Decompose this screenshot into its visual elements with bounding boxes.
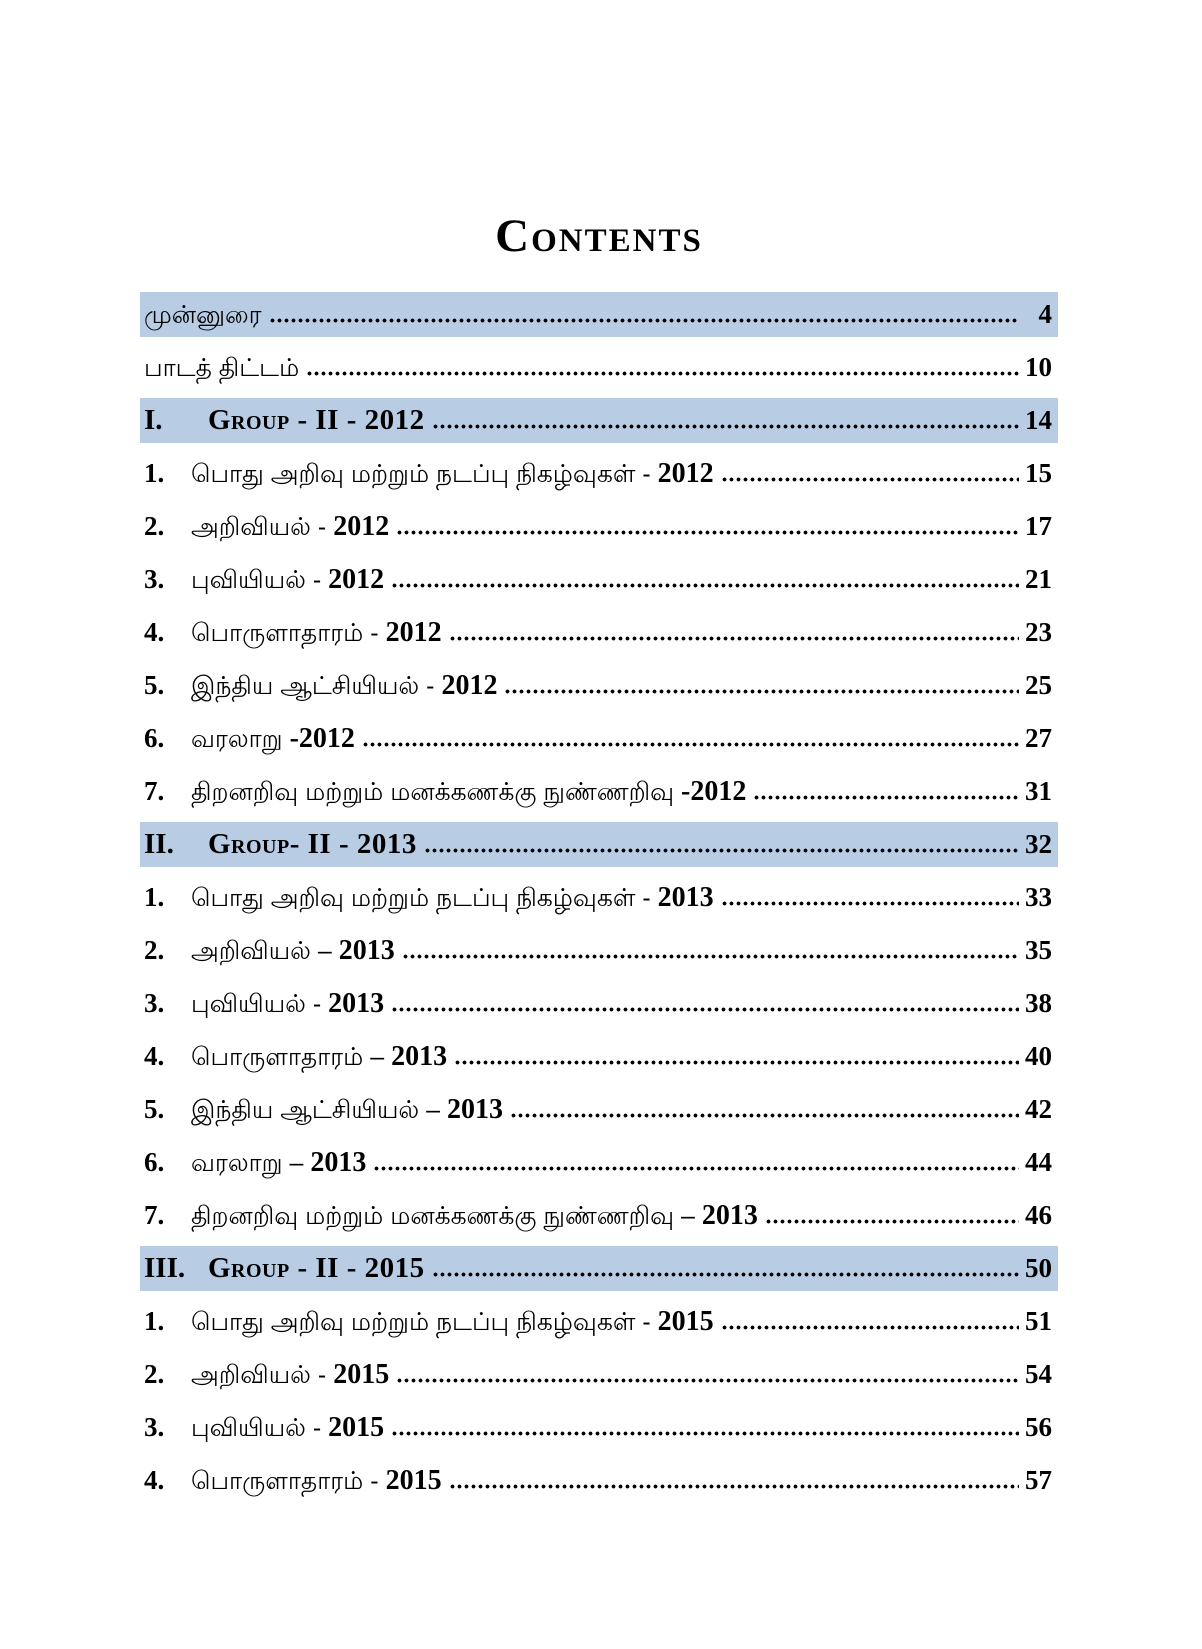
toc-entry-number: 1.: [144, 458, 165, 488]
toc-entry-number: 5.: [144, 1094, 165, 1124]
toc-entry-label: திறனறிவு மற்றும் மனக்கணக்கு நுண்ணறிவு: [191, 778, 675, 806]
toc-entry-year: 2012: [385, 617, 442, 648]
toc-entry-year: 2012: [333, 511, 390, 542]
toc-entry-label: பொருளாதாரம் -: [191, 619, 379, 647]
toc-entry-year: 2015: [657, 1306, 714, 1337]
toc-row[interactable]: [140, 451, 1058, 496]
toc-row[interactable]: [140, 610, 1058, 655]
dotted-leader: [721, 901, 1019, 906]
toc-row[interactable]: [140, 769, 1058, 814]
toc-entry-year: 2013: [701, 1200, 758, 1231]
toc-page-number: 51: [1025, 1306, 1052, 1336]
toc-page-number: 33: [1025, 882, 1052, 912]
toc-entry-number: 7.: [144, 1200, 165, 1230]
toc-entry-year: 2013: [310, 1147, 367, 1178]
toc-entry-number: 3.: [144, 988, 165, 1018]
toc-entry-year: 2015: [385, 1465, 442, 1496]
toc-entry-number: I.: [144, 404, 163, 436]
toc-entry-number: 6.: [144, 723, 165, 753]
toc-entry-number: 1.: [144, 882, 165, 912]
toc-page-number: 57: [1025, 1465, 1052, 1495]
toc-entry-number: 1.: [144, 1306, 165, 1336]
toc-section-row[interactable]: [140, 398, 1058, 443]
toc-entry-label: இந்திய ஆட்சியியல் -: [191, 672, 435, 700]
toc-entry-year: 2013: [391, 1041, 448, 1072]
toc-page-number: 23: [1025, 617, 1052, 647]
toc-page-number: 32: [1025, 829, 1052, 859]
dotted-leader: [269, 318, 1019, 323]
dotted-leader: [396, 1378, 1019, 1383]
toc-page-number: 50: [1025, 1253, 1052, 1283]
toc-entry-year: 2013: [328, 988, 385, 1019]
toc-entry-year: 2013: [657, 882, 714, 913]
dotted-leader: [504, 689, 1019, 694]
toc-row[interactable]: [140, 928, 1058, 973]
dotted-leader: [391, 1431, 1019, 1436]
dotted-leader: [432, 424, 1019, 429]
toc-row[interactable]: [140, 1405, 1058, 1450]
toc-entry-label: Group- II - 2013: [208, 828, 417, 860]
toc-entry-label: Group - II - 2012: [208, 404, 425, 436]
toc-entry-number: 2.: [144, 511, 165, 541]
toc-page-number: 4: [1038, 299, 1052, 329]
toc-page-number: 54: [1025, 1359, 1052, 1389]
toc-entry-year: 2013: [338, 935, 395, 966]
toc-entry-number: 3.: [144, 1412, 165, 1442]
dotted-leader: [391, 1007, 1019, 1012]
toc-entry-label: பொருளாதாரம் -: [191, 1467, 379, 1495]
toc-entry-number: III.: [144, 1252, 186, 1284]
toc-row[interactable]: [140, 292, 1058, 337]
toc-entry-number: II.: [144, 828, 174, 860]
toc-entry-number: 4.: [144, 1465, 165, 1495]
toc-row[interactable]: [140, 716, 1058, 761]
toc-page-number: 44: [1025, 1147, 1052, 1177]
toc-page-number: 27: [1025, 723, 1052, 753]
toc-entry-year: 2012: [328, 564, 385, 595]
toc-row[interactable]: [140, 1299, 1058, 1344]
toc-row[interactable]: [140, 663, 1058, 708]
toc-row[interactable]: [140, 1034, 1058, 1079]
toc-entry-label: பொருளாதாரம் –: [191, 1043, 385, 1071]
toc-entry-label: வரலாறு –: [191, 1149, 304, 1177]
toc-page-number: 56: [1025, 1412, 1052, 1442]
toc-entry-label: அறிவியல் -: [191, 1361, 327, 1389]
toc-entry-year: 2012: [441, 670, 498, 701]
toc-page-number: 35: [1025, 935, 1052, 965]
toc-entry-label: புவியியல் -: [191, 990, 322, 1018]
toc-page-number: 40: [1025, 1041, 1052, 1071]
toc-entry-label: பொது அறிவு மற்றும் நடப்பு நிகழ்வுகள் -: [191, 460, 651, 488]
toc-entry-label: புவியியல் -: [191, 566, 322, 594]
dotted-leader: [424, 848, 1019, 853]
toc-page-number: 31: [1025, 776, 1052, 806]
toc-page-number: 46: [1025, 1200, 1052, 1230]
dotted-leader: [306, 371, 1019, 376]
toc-row[interactable]: [140, 1193, 1058, 1238]
toc-page-number: 10: [1025, 352, 1052, 382]
toc-entry-year: 2015: [328, 1412, 385, 1443]
toc-entry-year: 2012: [657, 458, 714, 489]
toc-page-number: 17: [1025, 511, 1052, 541]
dotted-leader: [721, 477, 1019, 482]
toc-row[interactable]: [140, 875, 1058, 920]
page-title: Contents: [495, 210, 703, 262]
toc-row[interactable]: [140, 1087, 1058, 1132]
toc-entry-number: 6.: [144, 1147, 165, 1177]
dotted-leader: [391, 583, 1019, 588]
toc-page-number: 15: [1025, 458, 1052, 488]
toc-entry-number: 2.: [144, 1359, 165, 1389]
dotted-leader: [402, 954, 1019, 959]
toc-section-row[interactable]: [140, 1246, 1058, 1291]
toc-entry-year: 2015: [333, 1359, 390, 1390]
toc-page-number: 38: [1025, 988, 1052, 1018]
toc-entry-label: அறிவியல் -: [191, 513, 327, 541]
dotted-leader: [432, 1272, 1019, 1277]
toc-entry-number: 4.: [144, 1041, 165, 1071]
toc-entry-year: 2013: [447, 1094, 504, 1125]
toc-entry-number: 7.: [144, 776, 165, 806]
toc-entry-number: 4.: [144, 617, 165, 647]
toc-entry-year: -2012: [289, 723, 355, 754]
dotted-leader: [753, 795, 1019, 800]
toc-entry-number: 2.: [144, 935, 165, 965]
toc-row[interactable]: [140, 504, 1058, 549]
toc-page-number: 25: [1025, 670, 1052, 700]
toc-entry-label: பாடத் திட்டம்: [144, 354, 300, 382]
toc-entry-number: 5.: [144, 670, 165, 700]
toc-entry-label: முன்னுரை: [144, 301, 262, 329]
toc-entry-label: திறனறிவு மற்றும் மனக்கணக்கு நுண்ணறிவு –: [191, 1202, 695, 1230]
toc-entry-label: புவியியல் -: [191, 1414, 322, 1442]
toc-entry-label: வரலாறு: [191, 725, 283, 753]
toc-row[interactable]: [140, 981, 1058, 1026]
toc-row[interactable]: [140, 557, 1058, 602]
dotted-leader: [362, 742, 1019, 747]
toc-row[interactable]: [140, 1352, 1058, 1397]
toc-entry-label: அறிவியல் –: [191, 937, 332, 965]
toc-entry-label: இந்திய ஆட்சியியல் –: [191, 1096, 441, 1124]
toc-entry-number: 3.: [144, 564, 165, 594]
toc-row[interactable]: [140, 1458, 1058, 1503]
dotted-leader: [449, 1484, 1019, 1489]
toc-row[interactable]: [140, 345, 1058, 390]
dotted-leader: [765, 1219, 1019, 1224]
toc-entry-label: பொது அறிவு மற்றும் நடப்பு நிகழ்வுகள் -: [191, 884, 651, 912]
toc-entry-label: Group - II - 2015: [208, 1252, 425, 1284]
dotted-leader: [373, 1166, 1019, 1171]
dotted-leader: [396, 530, 1019, 535]
toc-list: [140, 292, 1058, 1503]
toc-entry-year: -2012: [681, 776, 747, 807]
toc-entry-label: பொது அறிவு மற்றும் நடப்பு நிகழ்வுகள் -: [191, 1308, 651, 1336]
dotted-leader: [449, 636, 1019, 641]
toc-page-number: 21: [1025, 564, 1052, 594]
dotted-leader: [721, 1325, 1019, 1330]
dotted-leader: [510, 1113, 1019, 1118]
toc-page-number: 42: [1025, 1094, 1052, 1124]
toc-row[interactable]: [140, 1140, 1058, 1185]
toc-section-row[interactable]: [140, 822, 1058, 867]
dotted-leader: [454, 1060, 1019, 1065]
toc-page-number: 14: [1025, 405, 1052, 435]
